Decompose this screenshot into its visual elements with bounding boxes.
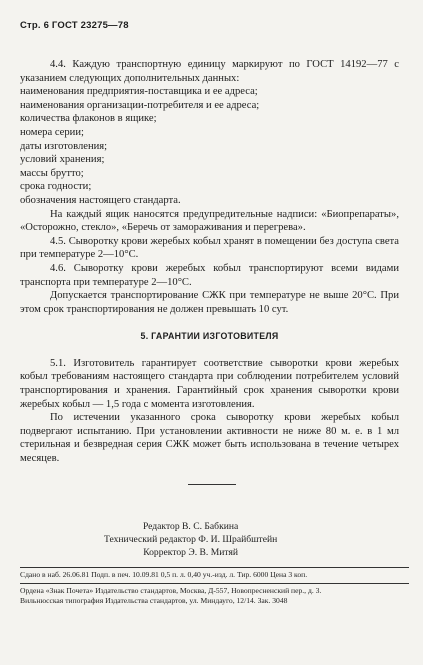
corrector-credit: Корректор Э. В. Митяй xyxy=(143,547,238,559)
printing-house-line: Вильнюсская типография Издательства стандартов, ул. Миндауго, 12/14. Зак. 3048 xyxy=(20,595,288,605)
expiry-test-paragraph: По истечении указанного срока сыворотку крови жеребых кобыл подвергают испытанию. При установлении активности не ниже 80 м. е. в 1 мл стерильная и безвредная серия СЖК может быть использована в течение четырех месяцев. xyxy=(20,412,399,465)
imprint-line: Сдано в наб. 26.06.81 Подп. в печ. 10.09.81 0,5 п. л. 0,40 уч.-изд. л. Тир. 6000 Цена 3 коп. xyxy=(20,567,409,584)
paragraph-4-4: 4.4. Каждую транспортную единицу маркируют по ГОСТ 14192—77 с указанием следующих дополнительных данных: xyxy=(20,59,399,84)
paragraph-4-6: 4.6. Сыворотку крови жеребых кобыл транспортируют всеми видами транспорта при температуре 2—10°С. xyxy=(20,262,399,288)
tech-editor-credit: Технический редактор Ф. И. Шрайбштейн xyxy=(104,534,278,546)
marking-item: номера серии; xyxy=(20,126,84,138)
paragraph-4-5: 4.5. Сыворотку крови жеребых кобыл хранят в помещении без доступа света при температуре 2—10°С. xyxy=(20,235,399,261)
publisher-line: Ордена «Знак Почета» Издательство стандартов, Москва, Д-557, Новопресненский пер., д. 3. xyxy=(20,586,322,595)
marking-item: наименования предприятия-поставщика и ее адреса; xyxy=(20,86,258,98)
marking-item: наименования организации-потребителя и ее адреса; xyxy=(20,99,260,111)
marking-item: условий хранения; xyxy=(20,154,105,166)
document-body xyxy=(20,58,399,466)
marking-item: срока годности; xyxy=(20,181,92,193)
marking-item: даты изготовления; xyxy=(20,140,108,152)
section-5-title: 5. ГАРАНТИИ ИЗГОТОВИТЕЛЯ xyxy=(140,331,279,342)
marking-item: обозначения настоящего стандарта. xyxy=(20,194,181,206)
marking-item: количества флаконов в ящике; xyxy=(20,113,157,125)
credits-block xyxy=(104,520,277,560)
printer-info xyxy=(20,586,409,605)
editor-credit: Редактор В. С. Бабкина xyxy=(142,521,239,532)
marking-item: массы брутто; xyxy=(20,167,84,179)
section-divider xyxy=(188,484,236,485)
warning-labels-paragraph: На каждый ящик наносятся предупредительные надписи: «Биопрепараты», «Осторожно, стекло», «Беречь от замораживания и перегрева». xyxy=(20,208,399,234)
paragraph-5-1: 5.1. Изготовитель гарантирует соответствие сыворотки крови жеребых кобыл требованиям настоящего стандарта при соблюдении потребителем условий транспортирования и хранения. Гарантийный срок хранения сыворотки крови жеребых кобыл — 1,5 года с момента изготовления. xyxy=(20,357,399,410)
transport-limit-paragraph: Допускается транспортирование СЖК при температуре не выше 20°С. При этом срок транспортирования не должен превышать 10 сут. xyxy=(20,290,399,315)
page-header: Стр. 6 ГОСТ 23275—78 xyxy=(20,20,129,31)
